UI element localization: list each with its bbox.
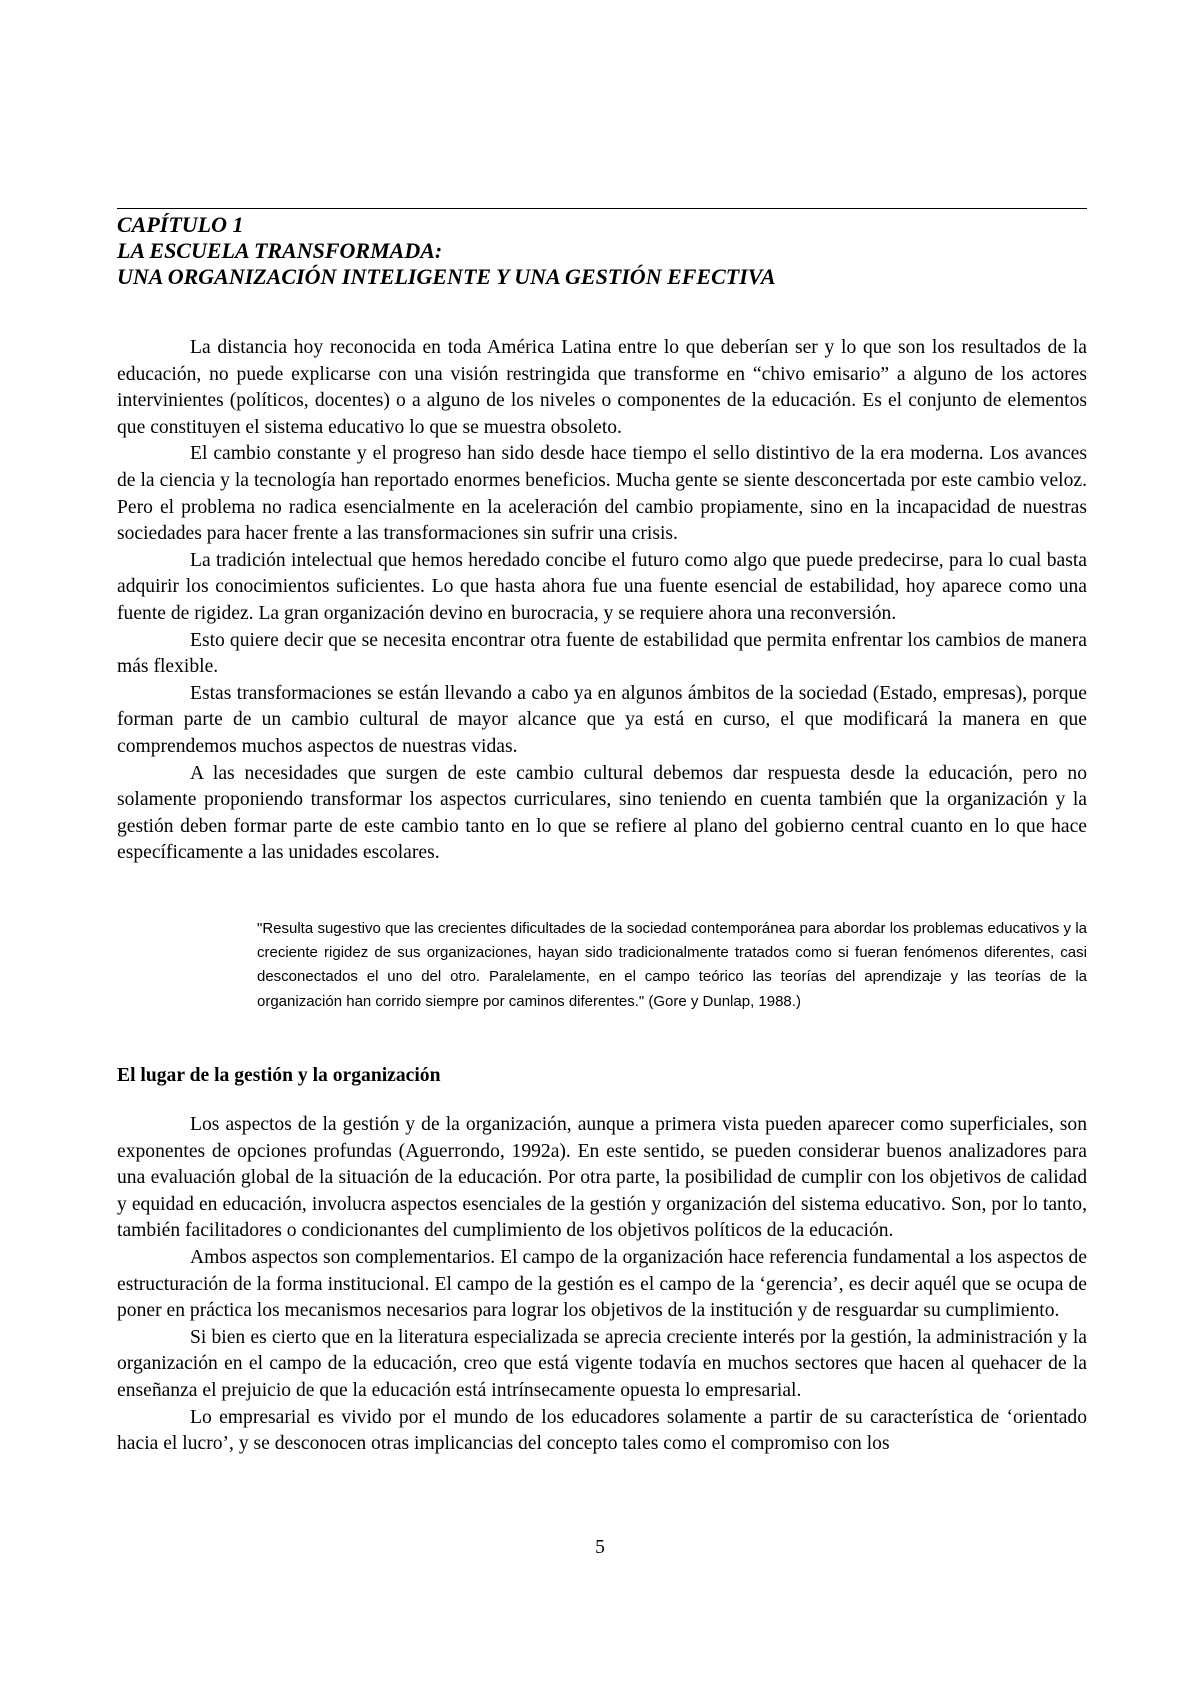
paragraph: La distancia hoy reconocida en toda América Latina entre lo que deberían ser y lo que son los resultados de la educación, no puede explicarse con una visión restringida que transforme en “chivo emisario” a alguno de los actores intervinientes (políticos, docentes) o a alguno de los niveles o componentes de la educación. Es el conjunto de elementos que constituyen el sistema educativo lo que se muestra obsoleto. <box>117 337 1087 438</box>
page-number: 5 <box>595 1537 605 1558</box>
paragraph: Los aspectos de la gestión y de la organización, aunque a primera vista pueden aparecer como superficiales, son exponentes de opciones profundas (Aguerrondo, 1992a). En este sentido, se pueden considerar buenos analizadores para una evaluación global de la situación de la educación. Por otra parte, la posibilidad de cumplir con los objetivos de calidad y equidad en educación, involucra aspectos esenciales de la gestión y organización del sistema educativo. Son, por lo tanto, también facilitadores o condicionantes del cumplimiento de los objetivos políticos de la educación. <box>117 1114 1087 1242</box>
paragraph: A las necesidades que surgen de este cambio cultural debemos dar respuesta desde la educación, pero no solamente proponiendo transformar los aspectos curriculares, sino teniendo en cuenta también que la organización y la gestión deben formar parte de este cambio tanto en lo que se refiere al plano del gobierno central cuanto en lo que hace específicamente a las unidades escolares. <box>117 762 1087 864</box>
paragraph: Estas transformaciones se están llevando a cabo ya en algunos ámbitos de la sociedad (Estado, empresas), porque forman parte de un cambio cultural de mayor alcance que ya está en curso, el que modificará la manera en que comprendemos muchos aspectos de nuestras vidas. <box>117 682 1087 757</box>
quote-text: "Resulta sugestivo que las crecientes dificultades de la sociedad contemporánea para abordar los problemas educativos y la creciente rigidez de sus organizaciones, hayan sido tradicionalmente tratados como si fueran fenómenos diferentes, casi desconectados el uno del otro. Paralelamente, en el campo teórico las teorías del aprendizaje y las teorías de la organización han corrido siempre por caminos diferentes." (Gore y Dunlap, 1988.) <box>257 920 1087 1010</box>
paragraph: La tradición intelectual que hemos heredado concibe el futuro como algo que puede predecirse, para lo cual basta adquirir los conocimientos suficientes. Lo que hasta ahora fue una fuente esencial de estabilidad, hoy aparece como una fuente de rigidez. La gran organización devino en burocracia, y se requiere ahora una reconversión. <box>117 549 1087 624</box>
paragraph: Lo empresarial es vivido por el mundo de los educadores solamente a partir de su característica de ‘orientado hacia el lucro’, y se desconocen otras implicancias del concepto tales como el compromiso con los <box>117 1406 1087 1455</box>
paragraph: Ambos aspectos son complementarios. El campo de la organización hace referencia fundamental a los aspectos de estructuración de la forma institucional. El campo de la gestión es el campo de la ‘gerencia’, es decir aquél que se ocupa de poner en práctica los mecanismos necesarios para lograr los objetivos de la institución y de resguardar su cumplimiento. <box>117 1246 1087 1322</box>
paragraph: Esto quiere decir que se necesita encontrar otra fuente de estabilidad que permita enfrentar los cambios de manera más flexible. <box>117 629 1087 678</box>
chapter-title-line-1: LA ESCUELA TRANSFORMADA: <box>117 238 443 263</box>
intro-text <box>117 335 1087 867</box>
chapter-heading <box>117 212 1087 290</box>
paragraph: Si bien es cierto que en la literatura especializada se aprecia creciente interés por la gestión, la administración y la organización en el campo de la educación, creo que está vigente todavía en muchos sectores que hacen al quehacer de la enseñanza el prejuicio de que la educación está intrínsecamente opuesta lo empresarial. <box>117 1326 1087 1401</box>
section-text <box>117 1112 1087 1458</box>
paragraph: El cambio constante y el progreso han sido desde hace tiempo el sello distintivo de la era moderna. Los avances de la ciencia y la tecnología han reportado enormes beneficios. Mucha gente se siente desconcertada por este cambio veloz. Pero el problema no radica esencialmente en la aceleración del cambio propiamente, sino en la incapacidad de nuestras sociedades para hacer frente a las transformaciones sin sufrir una crisis. <box>117 443 1087 545</box>
header-rule <box>117 208 1087 209</box>
chapter-label: CAPÍTULO 1 <box>117 212 244 237</box>
block-quote <box>257 917 1087 1014</box>
section-heading: El lugar de la gestión y la organización <box>117 1065 441 1086</box>
chapter-title-line-2: UNA ORGANIZACIÓN INTELIGENTE Y UNA GESTIÓN EFECTIVA <box>117 264 776 289</box>
